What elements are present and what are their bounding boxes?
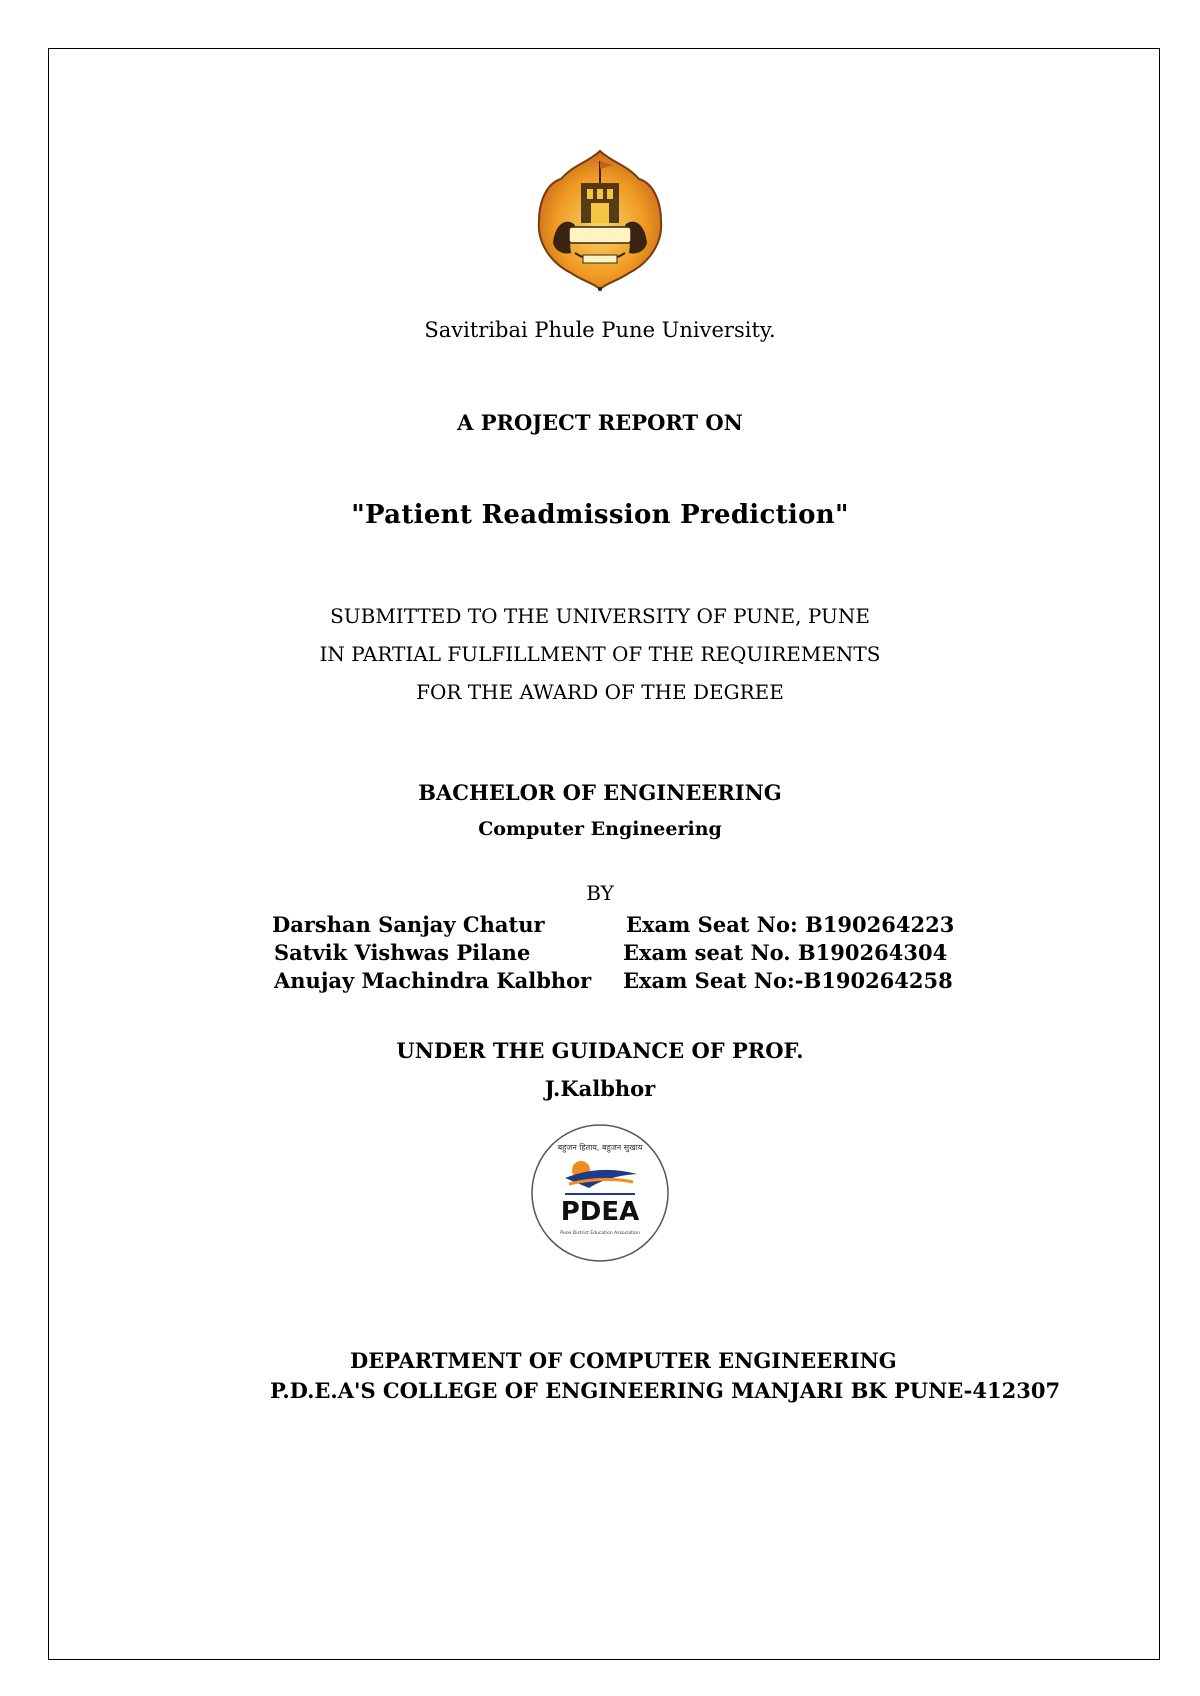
- submission-line-2: IN PARTIAL FULFILLMENT OF THE REQUIREMENTS: [319, 642, 881, 666]
- student-seat: Exam Seat No:-B190264258: [623, 968, 953, 993]
- project-title: "Patient Readmission Prediction": [351, 500, 849, 530]
- degree-name: BACHELOR OF ENGINEERING: [418, 780, 782, 805]
- student-seat: Exam Seat No: B190264223: [626, 912, 955, 937]
- student-seat: Exam seat No. B190264304: [623, 940, 948, 965]
- student-name: Darshan Sanjay Chatur: [272, 912, 545, 937]
- pdea-logo-text: PDEA: [560, 1197, 640, 1227]
- pdea-logo-icon: [529, 1122, 671, 1264]
- guidance-label: UNDER THE GUIDANCE OF PROF.: [396, 1038, 804, 1063]
- guide-name: J.Kalbhor: [544, 1076, 656, 1101]
- pdea-subtitle: Pune District Education Association: [560, 1231, 640, 1236]
- student-name: Satvik Vishwas Pilane: [274, 940, 531, 965]
- submission-line-1: SUBMITTED TO THE UNIVERSITY OF PUNE, PUNE: [330, 604, 870, 628]
- submission-line-3: FOR THE AWARD OF THE DEGREE: [416, 680, 784, 704]
- by-label: BY: [586, 881, 614, 905]
- report-heading: A PROJECT REPORT ON: [457, 410, 743, 435]
- university-name: Savitribai Phule Pune University.: [424, 318, 776, 342]
- university-seal-icon: [525, 143, 675, 293]
- college-name: P.D.E.A'S COLLEGE OF ENGINEERING MANJARI BK PUNE-412307: [270, 1378, 1061, 1403]
- pdea-motto: बहुजन हिताय, बहुजन सुखाय: [557, 1143, 643, 1152]
- branch-name: Computer Engineering: [478, 818, 722, 840]
- student-name: Anujay Machindra Kalbhor: [274, 968, 592, 993]
- department-name: DEPARTMENT OF COMPUTER ENGINEERING: [350, 1348, 897, 1373]
